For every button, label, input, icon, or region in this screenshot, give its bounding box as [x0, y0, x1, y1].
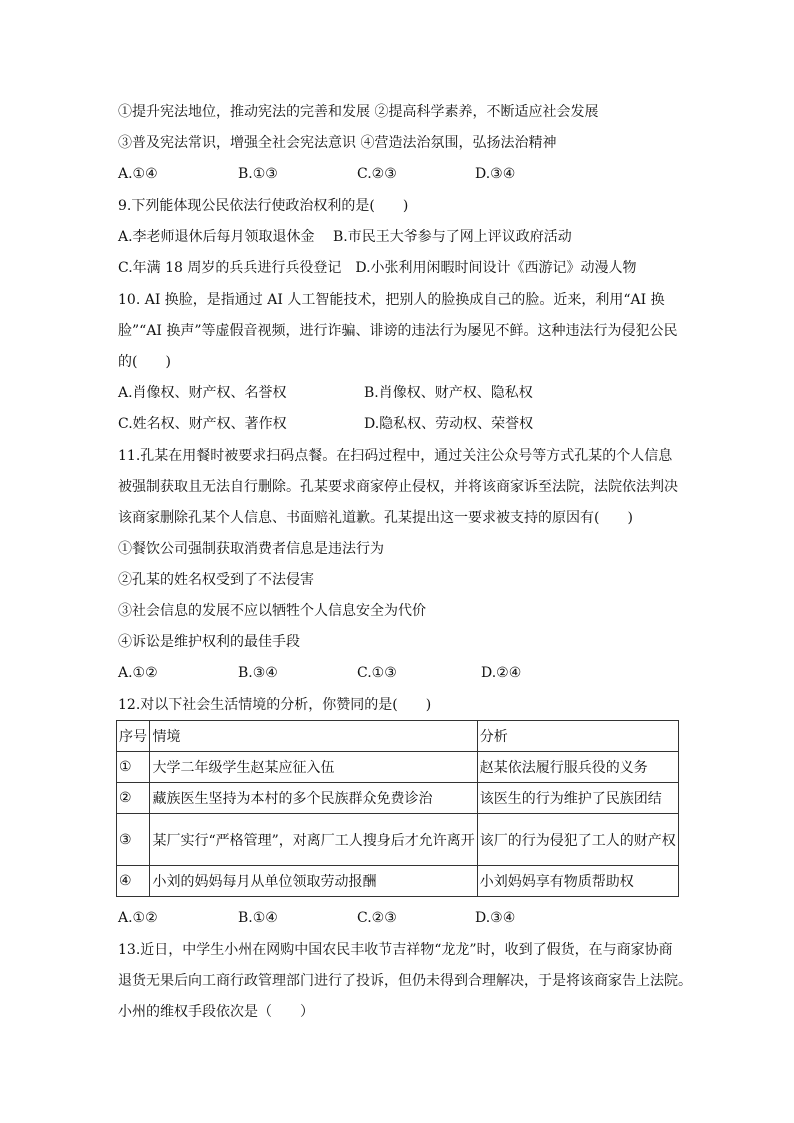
q11-statement-1: ①餐饮公司强制获取消费者信息是违法行为: [118, 541, 384, 557]
q8-statements-line1: ①提升宪法地位，推动宪法的完善和发展 ②提高科学素养，不断适应社会发展: [118, 104, 599, 120]
q11-stem-line3: 该商家删除孔某个人信息、书面赔礼道歉。孔某提出这一要求被支持的原因有( ): [118, 510, 633, 526]
table-cell: 小刘妈妈享有物质帮助权: [477, 866, 678, 897]
table-cell: 大学二年级学生赵某应征入伍: [150, 752, 477, 783]
q13-stem-line2: 退货无果后向工商行政管理部门进行了投诉，但仍未得到合理解决，于是将该商家告上法院。: [118, 973, 692, 989]
q10-option-c: C.姓名权、财产权、著作权: [118, 416, 287, 432]
table-header-row: [117, 721, 679, 752]
q11-option-c: C.①③: [357, 665, 397, 681]
table-row: [117, 752, 679, 783]
q11-option-b: B.③④: [238, 665, 278, 681]
q9-options-line1: A.李老师退休后每月领取退休金 B.市民王大爷参与了网上评议政府活动: [118, 229, 572, 245]
table-header-cell: 序号: [117, 721, 150, 752]
q12-stem: 12.对以下社会生活情境的分析，你赞同的是( ): [118, 697, 432, 713]
q11-stem-line2: 被强制获取且无法自行删除。孔某要求商家停止侵权，并将该商家诉至法院，法院依法判决: [118, 479, 678, 495]
q11-statement-3: ③社会信息的发展不应以牺牲个人信息安全为代价: [118, 603, 426, 619]
table-cell: 小刘的妈妈每月从单位领取劳动报酬: [150, 866, 477, 897]
table-row: [117, 866, 679, 897]
table-cell: 某厂实行“严格管理”，对离厂工人搜身后才允许离开: [150, 814, 477, 866]
q11-statement-4: ④诉讼是维护权利的最佳手段: [118, 634, 300, 650]
table-cell: ①: [117, 752, 150, 783]
q11-stem-line1: 11.孔某在用餐时被要求扫码点餐。在扫码过程中，通过关注公众号等方式孔某的个人信息: [118, 448, 673, 464]
table-cell: 该厂的行为侵犯了工人的财产权: [477, 814, 678, 866]
q8-statements-line2: ③普及宪法常识，增强全社会宪法意识 ④营造法治氛围，弘扬法治精神: [118, 135, 557, 151]
table-row: [117, 814, 679, 866]
q12-option-d: D.③④: [475, 910, 516, 926]
q8-option-b: B.①③: [238, 166, 278, 182]
q10-option-d: D.隐私权、劳动权、荣誉权: [364, 416, 534, 432]
table-cell: ③: [117, 814, 150, 866]
q12-option-c: C.②③: [357, 910, 397, 926]
q10-stem-line2: 脸”“AI 换声”等虚假音视频，进行诈骗、诽谤的违法行为屡见不鲜。这种违法行为侵犯公民: [118, 323, 678, 339]
table-header-cell: 情境: [150, 721, 477, 752]
q8-option-d: D.③④: [475, 166, 516, 182]
table-cell: 赵某依法履行服兵役的义务: [477, 752, 678, 783]
q10-stem-line1: 10. AI 换脸，是指通过 AI 人工智能技术，把别人的脸换成自己的脸。近来，利用“AI 换: [118, 292, 665, 308]
table-cell: ④: [117, 866, 150, 897]
q10-option-a: A.肖像权、财产权、名誉权: [118, 385, 287, 401]
q9-options-line2: C.年满 18 周岁的兵兵进行兵役登记 D.小张利用闲暇时间设计《西游记》动漫人物: [118, 260, 637, 276]
table-header-cell: 分析: [477, 721, 678, 752]
table-cell: 藏族医生坚持为本村的多个民族群众免费诊治: [150, 783, 477, 814]
q8-option-c: C.②③: [357, 166, 397, 182]
q11-statement-2: ②孔某的姓名权受到了不法侵害: [118, 572, 314, 588]
table-cell: 该医生的行为维护了民族团结: [477, 783, 678, 814]
q8-option-a: A.①④: [118, 166, 158, 182]
q9-stem: 9.下列能体现公民依法行使政治权利的是( ): [118, 198, 409, 214]
q11-option-a: A.①②: [118, 665, 158, 681]
q10-stem-line3: 的( ): [118, 354, 171, 370]
table-row: [117, 783, 679, 814]
table-cell: ②: [117, 783, 150, 814]
q13-stem-line3: 小州的维权手段依次是（ ）: [118, 1004, 314, 1020]
q11-option-d: D.②④: [481, 665, 522, 681]
q12-table: [116, 720, 679, 897]
q13-stem-line1: 13.近日，中学生小州在网购中国农民丰收节吉祥物“龙龙”时，收到了假货，在与商家协商: [118, 942, 673, 958]
q12-option-a: A.①②: [118, 910, 158, 926]
q12-option-b: B.①④: [238, 910, 278, 926]
q10-option-b: B.肖像权、财产权、隐私权: [364, 385, 533, 401]
